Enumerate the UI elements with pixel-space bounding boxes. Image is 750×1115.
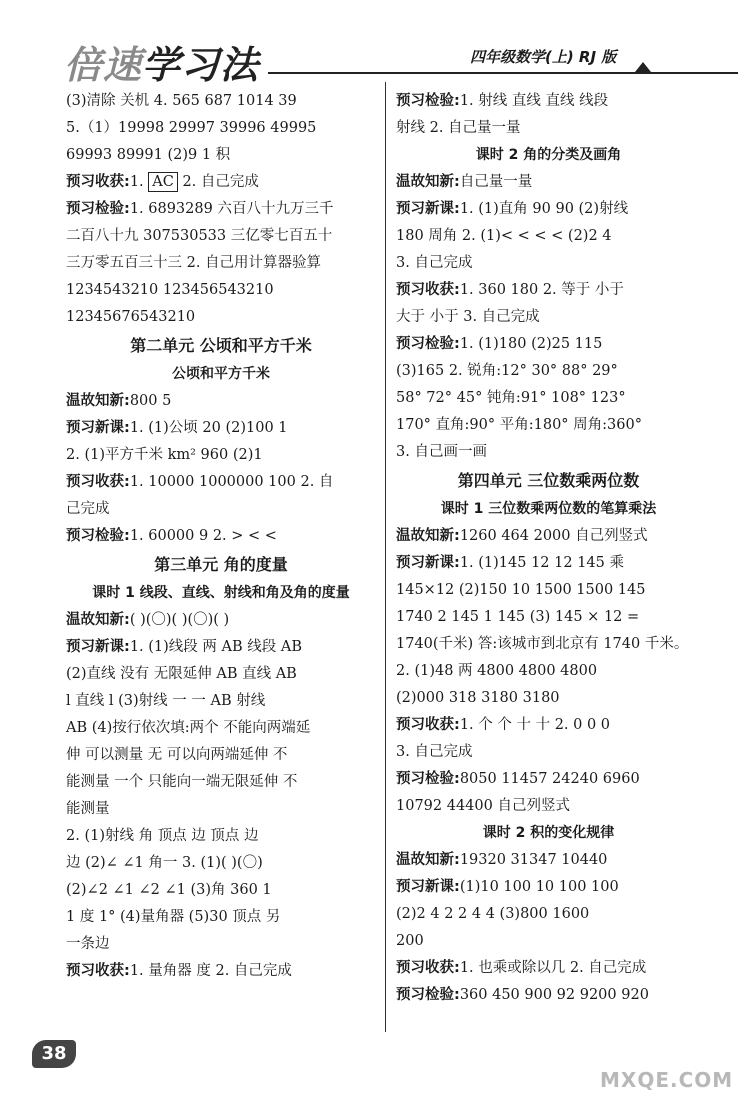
section-label: 预习检验:	[396, 771, 460, 787]
answer-text: (3)165 2. 锐角:12° 30° 88° 29°	[396, 363, 618, 379]
answer-line	[66, 523, 376, 550]
answer-text: l 直线 l (3)射线 一 一 AB 射线	[66, 693, 266, 709]
answer-text: (1)10 100 10 100 100	[459, 879, 619, 895]
answer-text: 三万零五百三十三 2. 自己用计算器验算	[66, 255, 322, 271]
answer-text: 69993 89991 (2)9 1 积	[66, 147, 231, 163]
answer-text: 1.	[129, 174, 149, 190]
answer-line	[396, 550, 701, 577]
left-column	[66, 88, 376, 985]
answer-line	[396, 385, 701, 412]
answer-text: 170° 直角:90° 平角:180° 周角:360°	[396, 417, 642, 433]
answer-line	[66, 688, 376, 715]
answer-text: 360 450 900 92 9200 920	[459, 987, 649, 1003]
answer-text: 2. (1)48 两 4800 4800 4800	[396, 663, 598, 679]
header-rule	[268, 72, 738, 74]
answer-line	[396, 196, 701, 223]
answer-line	[396, 88, 701, 115]
answer-line	[396, 412, 701, 439]
answer-text: 1. (1)145 12 12 145 乘	[459, 555, 624, 571]
answer-text: 1. 个 个 十 十 2. 0 0 0	[459, 717, 611, 733]
answer-line	[66, 931, 376, 958]
answer-line	[396, 793, 701, 820]
section-label: 预习检验:	[66, 201, 130, 217]
boxed-answer: AC	[148, 172, 178, 192]
answer-line	[66, 250, 376, 277]
section-label: 温故知新:	[396, 528, 460, 544]
answer-text: 边 (2)∠ ∠1 角一 3. (1)( )(〇)	[66, 855, 263, 871]
answer-line	[66, 607, 376, 634]
answer-text: 1740 2 145 1 145 (3) 145 × 12 =	[396, 609, 640, 625]
answer-text: 1. (1)公顷 20 (2)100 1	[129, 420, 288, 436]
page-number: 38	[32, 1040, 76, 1068]
answer-line	[396, 955, 701, 982]
answer-line	[396, 928, 701, 955]
answer-line	[66, 877, 376, 904]
answer-line	[66, 496, 376, 523]
section-label: 预习新课:	[396, 555, 460, 571]
answer-text: 1. (1)线段 两 AB 线段 AB	[129, 639, 302, 655]
answer-text: 1234543210 123456543210	[66, 282, 274, 298]
answer-text: 5.（1）19998 29997 39996 49995	[66, 120, 317, 136]
answer-line	[396, 982, 701, 1009]
answer-text: 1. 量角器 度 2. 自己完成	[129, 963, 292, 979]
section-label: 预习收获:	[66, 474, 130, 490]
section-label: 预习收获:	[396, 282, 460, 298]
answer-text: (2)2 4 2 2 4 4 (3)800 1600	[396, 906, 590, 922]
answer-line	[396, 523, 701, 550]
answer-line	[396, 358, 701, 385]
answer-line	[66, 169, 376, 196]
answer-text: AB (4)按行依次填:两个 不能向两端延	[66, 720, 311, 736]
section-label: 预习新课:	[396, 879, 460, 895]
answer-line	[66, 715, 376, 742]
lesson-heading: 课时 2 角的分类及画角	[475, 147, 622, 163]
answer-text: 8050 11457 24240 6960	[459, 771, 640, 787]
answer-text: 3. 自己完成	[396, 255, 473, 271]
answer-line	[396, 577, 701, 604]
answer-text: 2. (1)平方千米 km² 960 (2)1	[66, 447, 263, 463]
answer-text: 2. 自己完成	[177, 174, 259, 190]
answer-text: ( )(〇)( )(〇)( )	[129, 612, 230, 628]
answer-line	[396, 658, 701, 685]
answer-line	[396, 331, 701, 358]
answer-text: 58° 72° 45° 钝角:91° 108° 123°	[396, 390, 626, 406]
answer-text: 1. (1)直角 90 90 (2)射线	[459, 201, 629, 217]
section-label: 预习收获:	[396, 717, 460, 733]
answer-text: (2)∠2 ∠1 ∠2 ∠1 (3)角 360 1	[66, 882, 272, 898]
answer-line	[66, 742, 376, 769]
answer-line	[66, 415, 376, 442]
answer-line	[396, 685, 701, 712]
unit-heading: 第二单元 公顷和平方千米	[130, 336, 312, 355]
logo-main: 倍速	[64, 43, 143, 87]
section-label: 预习收获:	[66, 174, 130, 190]
header-mark-icon	[635, 62, 651, 72]
brand-logo	[64, 34, 259, 89]
lesson-heading: 公顷和平方千米	[172, 366, 270, 382]
answer-line	[396, 277, 701, 304]
answer-line	[396, 712, 701, 739]
section-label: 温故知新:	[396, 852, 460, 868]
answer-line	[66, 442, 376, 469]
answer-line	[66, 850, 376, 877]
answer-text: (3)清除 关机 4. 565 687 1014 39	[66, 93, 297, 109]
answer-text: 1. 射线 直线 直线 线段	[459, 93, 609, 109]
right-column	[396, 88, 701, 1009]
answer-text: 2. (1)射线 角 顶点 边 顶点 边	[66, 828, 259, 844]
answer-line	[396, 304, 701, 331]
lesson-heading: 课时 1 线段、直线、射线和角及角的度量	[92, 585, 350, 601]
answer-line	[66, 823, 376, 850]
answer-line	[396, 901, 701, 928]
answer-line	[396, 847, 701, 874]
answer-line	[396, 439, 701, 466]
answer-line	[66, 634, 376, 661]
answer-text: 3. 自己完成	[396, 744, 473, 760]
answer-text: 800 5	[129, 393, 172, 409]
answer-text: 1 度 1° (4)量角器 (5)30 顶点 另	[66, 909, 281, 925]
answer-text: 1. 360 180 2. 等于 小于	[459, 282, 624, 298]
answer-line	[396, 115, 701, 142]
answer-text: 己完成	[66, 501, 110, 517]
section-label: 预习新课:	[66, 420, 130, 436]
answer-text: 10792 44400 自己列竖式	[396, 798, 570, 814]
watermark: MXQE.COM	[600, 1068, 734, 1092]
answer-text: 能测量	[66, 801, 110, 817]
answer-text: 伸 可以测量 无 可以向两端延伸 不	[66, 747, 288, 763]
answer-text: 1. 10000 1000000 100 2. 自	[129, 474, 334, 490]
answer-text: (2)直线 没有 无限延伸 AB 直线 AB	[66, 666, 297, 682]
answer-text: 射线 2. 自己量一量	[396, 120, 521, 136]
answer-line	[66, 196, 376, 223]
answer-text: 200	[396, 933, 424, 949]
answer-text: 1. 60000 9 2. > < <	[129, 528, 277, 544]
answer-text: 自己量一量	[459, 174, 533, 190]
answer-text: 一条边	[66, 936, 110, 952]
answer-line	[396, 874, 701, 901]
answer-text: 145×12 (2)150 10 1500 1500 145	[396, 582, 646, 598]
answer-text: 1. 6893289 六百八十九万三千	[129, 201, 334, 217]
answer-text: 19320 31347 10440	[459, 852, 608, 868]
lesson-heading: 课时 2 积的变化规律	[482, 825, 615, 841]
section-label: 预习新课:	[396, 201, 460, 217]
answer-line	[66, 88, 376, 115]
answer-line	[66, 388, 376, 415]
answer-line	[396, 169, 701, 196]
answer-text: 1. (1)180 (2)25 115	[459, 336, 603, 352]
answer-line	[66, 304, 376, 331]
answer-text: 1. 也乘或除以几 2. 自己完成	[459, 960, 647, 976]
answer-line	[396, 223, 701, 250]
column-divider	[385, 82, 386, 1032]
answer-line	[66, 796, 376, 823]
answer-text: 12345676543210	[66, 309, 196, 325]
unit-heading: 第四单元 三位数乘两位数	[457, 471, 640, 490]
section-label: 预习检验:	[396, 987, 460, 1003]
answer-line	[396, 766, 701, 793]
answer-text: 二百八十九 307530533 三亿零七百五十	[66, 228, 333, 244]
answer-line	[66, 904, 376, 931]
section-label: 温故知新:	[66, 393, 130, 409]
logo-sub: 学习法	[142, 43, 260, 87]
answer-text: (2)000 318 3180 3180	[396, 690, 560, 706]
answer-text: 能测量 一个 只能向一端无限延伸 不	[66, 774, 298, 790]
answer-line	[66, 661, 376, 688]
answer-text: 3. 自己画一画	[396, 444, 487, 460]
answer-line	[396, 604, 701, 631]
section-label: 预习检验:	[396, 93, 460, 109]
answer-line	[66, 469, 376, 496]
lesson-heading: 课时 1 三位数乘两位数的笔算乘法	[440, 501, 657, 517]
section-label: 温故知新:	[66, 612, 130, 628]
section-label: 预习收获:	[396, 960, 460, 976]
section-label: 预习收获:	[66, 963, 130, 979]
answer-text: 1740(千米) 答:该城市到北京有 1740 千米。	[396, 636, 689, 652]
answer-line	[396, 250, 701, 277]
book-title: 四年级数学(上) RJ 版	[470, 48, 617, 66]
answer-line	[66, 115, 376, 142]
answer-text: 1260 464 2000 自己列竖式	[459, 528, 648, 544]
page-header	[0, 0, 750, 87]
answer-text: 大于 小于 3. 自己完成	[396, 309, 540, 325]
answer-line	[66, 223, 376, 250]
answer-line	[66, 277, 376, 304]
answer-line	[66, 769, 376, 796]
answer-text: 180 周角 2. (1)< < < < (2)2 4	[396, 228, 612, 244]
answer-line	[66, 142, 376, 169]
answer-line	[396, 739, 701, 766]
answer-line	[66, 958, 376, 985]
section-label: 预习新课:	[66, 639, 130, 655]
unit-heading: 第三单元 角的度量	[154, 555, 288, 574]
section-label: 温故知新:	[396, 174, 460, 190]
answer-line	[396, 631, 701, 658]
section-label: 预习检验:	[66, 528, 130, 544]
section-label: 预习检验:	[396, 336, 460, 352]
